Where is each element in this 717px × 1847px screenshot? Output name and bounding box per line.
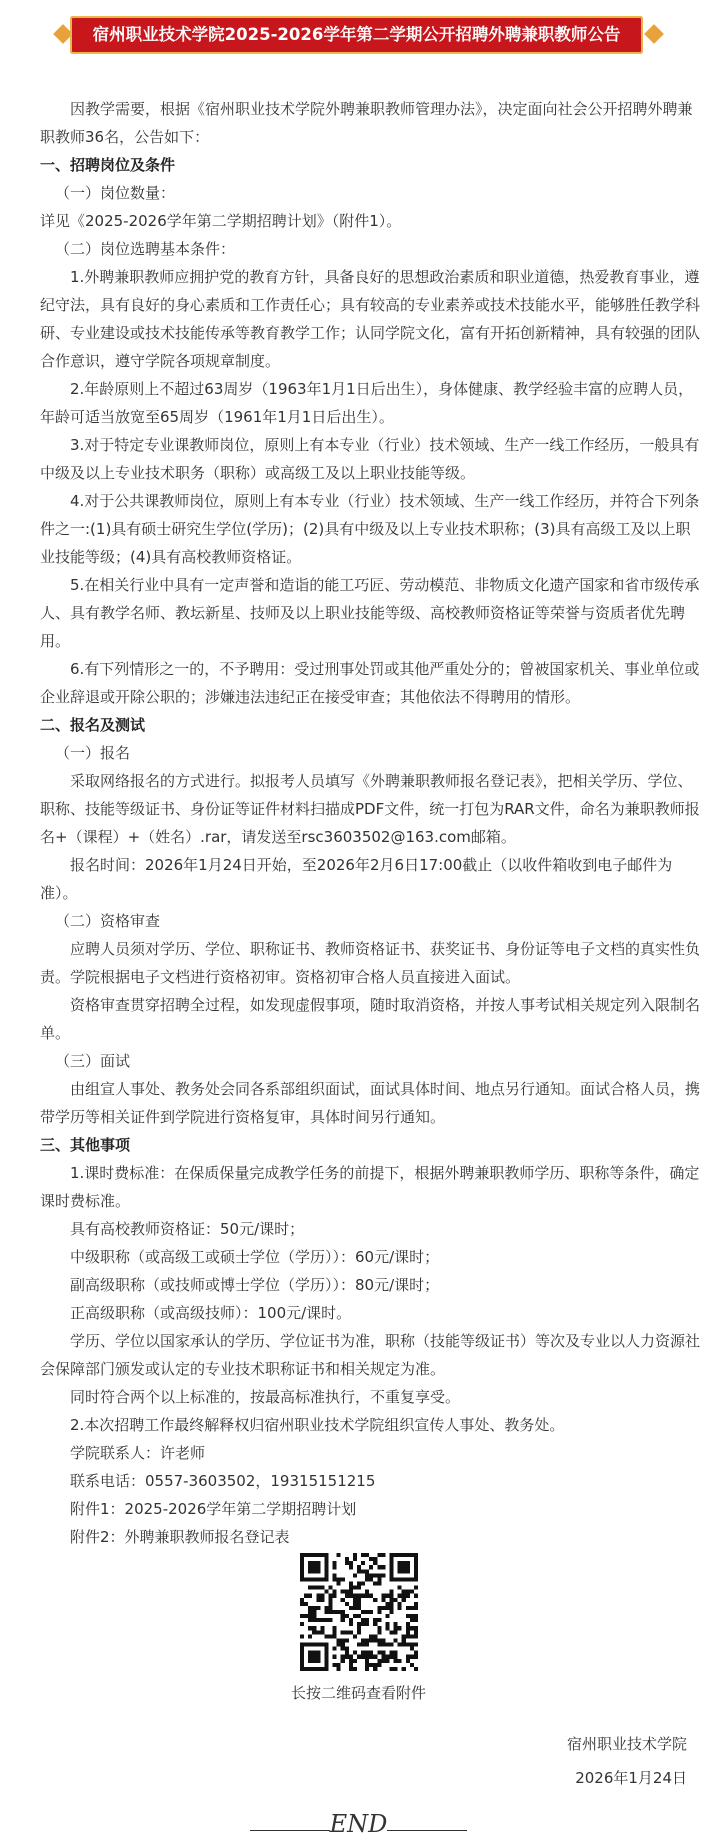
paragraph: 报名时间：2026年1月24日开始，至2026年2月6日17:00截止（以收件箱收到电子邮件为准）。 — [40, 856, 673, 902]
paragraph: 副高级职称（或技师或博士学位（学历））：80元/课时； — [70, 1276, 440, 1294]
paragraph: 由组宣人事处、教务处会同各系部组织面试，面试具体时间、地点另行通知。面试合格人员，携带学历等相关证件到学院进行资格复审，具体时间另行通知。 — [40, 1080, 701, 1126]
qr-code-icon[interactable] — [300, 1553, 418, 1671]
paragraph: 2.年龄原则上不超过63周岁（1963年1月1日后出生），身体健康、教学经验丰富的应聘人员，年龄可适当放宽至65周岁（1961年1月1日后出生）。 — [40, 380, 694, 426]
paragraph: （一）岗位数量： — [55, 184, 176, 202]
paragraph: 学院联系人：许老师 — [70, 1444, 206, 1462]
paragraph: 1.外聘兼职教师应拥护党的教育方针，具备良好的思想政治素质和职业道德，热爱教育事业，遵纪守法，具有良好的身心素质和工作责任心；具有较高的专业素养或技术技能水平，能够胜任教学科研、专业建设或技术技能传承等教育教学工作；认同学院文化，富有开拓创新精神，具有较强的团队合作意识，遵守学院各项规章制度。 — [40, 268, 701, 370]
paragraph: 同时符合两个以上标准的，按最高标准执行，不重复享受。 — [70, 1388, 461, 1406]
paragraph: （二）资格审查 — [55, 912, 161, 930]
paragraph: 6.有下列情形之一的，不予聘用：受过刑事处罚或其他严重处分的；曾被国家机关、事业单位或企业辞退或开除公职的；涉嫌违法违纪正在接受审查；其他依法不得聘用的情形。 — [40, 660, 700, 706]
paragraph: 资格审查贯穿招聘全过程，如发现虚假事项，随时取消资格，并按人事考试相关规定列入限制名单。 — [40, 996, 701, 1042]
paragraph: 学历、学位以国家承认的学历、学位证书为准，职称（技能等级证书）等次及专业以人力资源社会保障部门颁发或认定的专业技术职称证书和相关规定为准。 — [40, 1332, 701, 1378]
qr-caption: 长按二维码查看附件 — [290, 1684, 426, 1702]
paragraph: 联系电话：0557-3603502，19315151215 — [70, 1472, 376, 1490]
paragraph: 中级职称（或高级工或硕士学位（学历））：60元/课时； — [70, 1248, 440, 1266]
end-mark — [0, 1808, 717, 1847]
paragraph: （三）面试 — [55, 1052, 131, 1070]
paragraph: 因教学需要，根据《宿州职业技术学院外聘兼职教师管理办法》，决定面向社会公开招聘外聘兼职教师36名，公告如下： — [40, 100, 693, 146]
signature-date: 2026年1月24日 — [575, 1769, 687, 1787]
paragraph: （一）报名 — [55, 744, 131, 762]
page-title: 宿州职业技术学院2025-2026学年第二学期公开招聘外聘兼职教师公告 — [92, 25, 621, 44]
section-heading: 三、其他事项 — [40, 1136, 131, 1154]
end-line-right — [387, 1830, 467, 1831]
paragraph: 5.在相关行业中具有一定声誉和造诣的能工巧匠、劳动模范、非物质文化遗产国家和省市级传承人、具有教学名师、教坛新星、技师及以上职业技能等级、高校教师资格证等荣誉与资质者优先聘用。 — [40, 576, 700, 650]
paragraph: （二）岗位选聘基本条件： — [55, 240, 236, 258]
paragraph: 3.对于特定专业课教师岗位，原则上有本专业（行业）技术领域、生产一线工作经历，一般具有中级及以上专业技术职务（职称）或高级工及以上职业技能等级。 — [40, 436, 700, 482]
banner-box — [70, 16, 643, 54]
section-heading: 二、报名及测试 — [40, 716, 146, 734]
paragraph: 采取网络报名的方式进行。拟报考人员填写《外聘兼职教师报名登记表》，把相关学历、学位、职称、技能等级证书、身份证等证件材料扫描成PDF文件，统一打包为RAR文件，命名为兼职教师报名+（课程）+（姓名）.rar，请发送至rsc3603502@163.com邮箱。 — [40, 772, 700, 846]
paragraph: 详见《2025-2026学年第二学期招聘计划》（附件1）。 — [40, 212, 402, 230]
paragraph: 具有高校教师资格证：50元/课时； — [70, 1220, 305, 1238]
signature-organization: 宿州职业技术学院 — [566, 1735, 687, 1753]
announcement-body — [40, 95, 700, 1551]
end-text: END — [329, 1810, 388, 1838]
paragraph: 应聘人员须对学历、学位、职称证书、教师资格证书、获奖证书、身份证等电子文档的真实性负责。学院根据电子文档进行资格初审。资格初审合格人员直接进入面试。 — [40, 940, 701, 986]
paragraph: 4.对于公共课教师岗位，原则上有本专业（行业）技术领域、生产一线工作经历，并符合下列条件之一:(1)具有硕士研究生学位(学历)；(2)具有中级及以上专业技术职称；(3)具有高级工及以上职业技能等级；(4)具有高校教师资格证。 — [40, 492, 700, 566]
paragraph: 1.课时费标准：在保质保量完成教学任务的前提下，根据外聘兼职教师学历、职称等条件，确定课时费标准。 — [40, 1164, 700, 1210]
title-banner — [0, 14, 717, 60]
paragraph: 2.本次招聘工作最终解释权归宿州职业技术学院组织宣传人事处、教务处。 — [70, 1416, 565, 1434]
banner-right-diamond-icon — [644, 24, 664, 44]
paragraph: 附件2：外聘兼职教师报名登记表 — [70, 1528, 290, 1546]
paragraph: 正高级职称（或高级技师）：100元/课时。 — [70, 1304, 352, 1322]
section-heading: 一、招聘岗位及条件 — [40, 156, 176, 174]
paragraph: 附件1：2025-2026学年第二学期招聘计划 — [70, 1500, 357, 1518]
